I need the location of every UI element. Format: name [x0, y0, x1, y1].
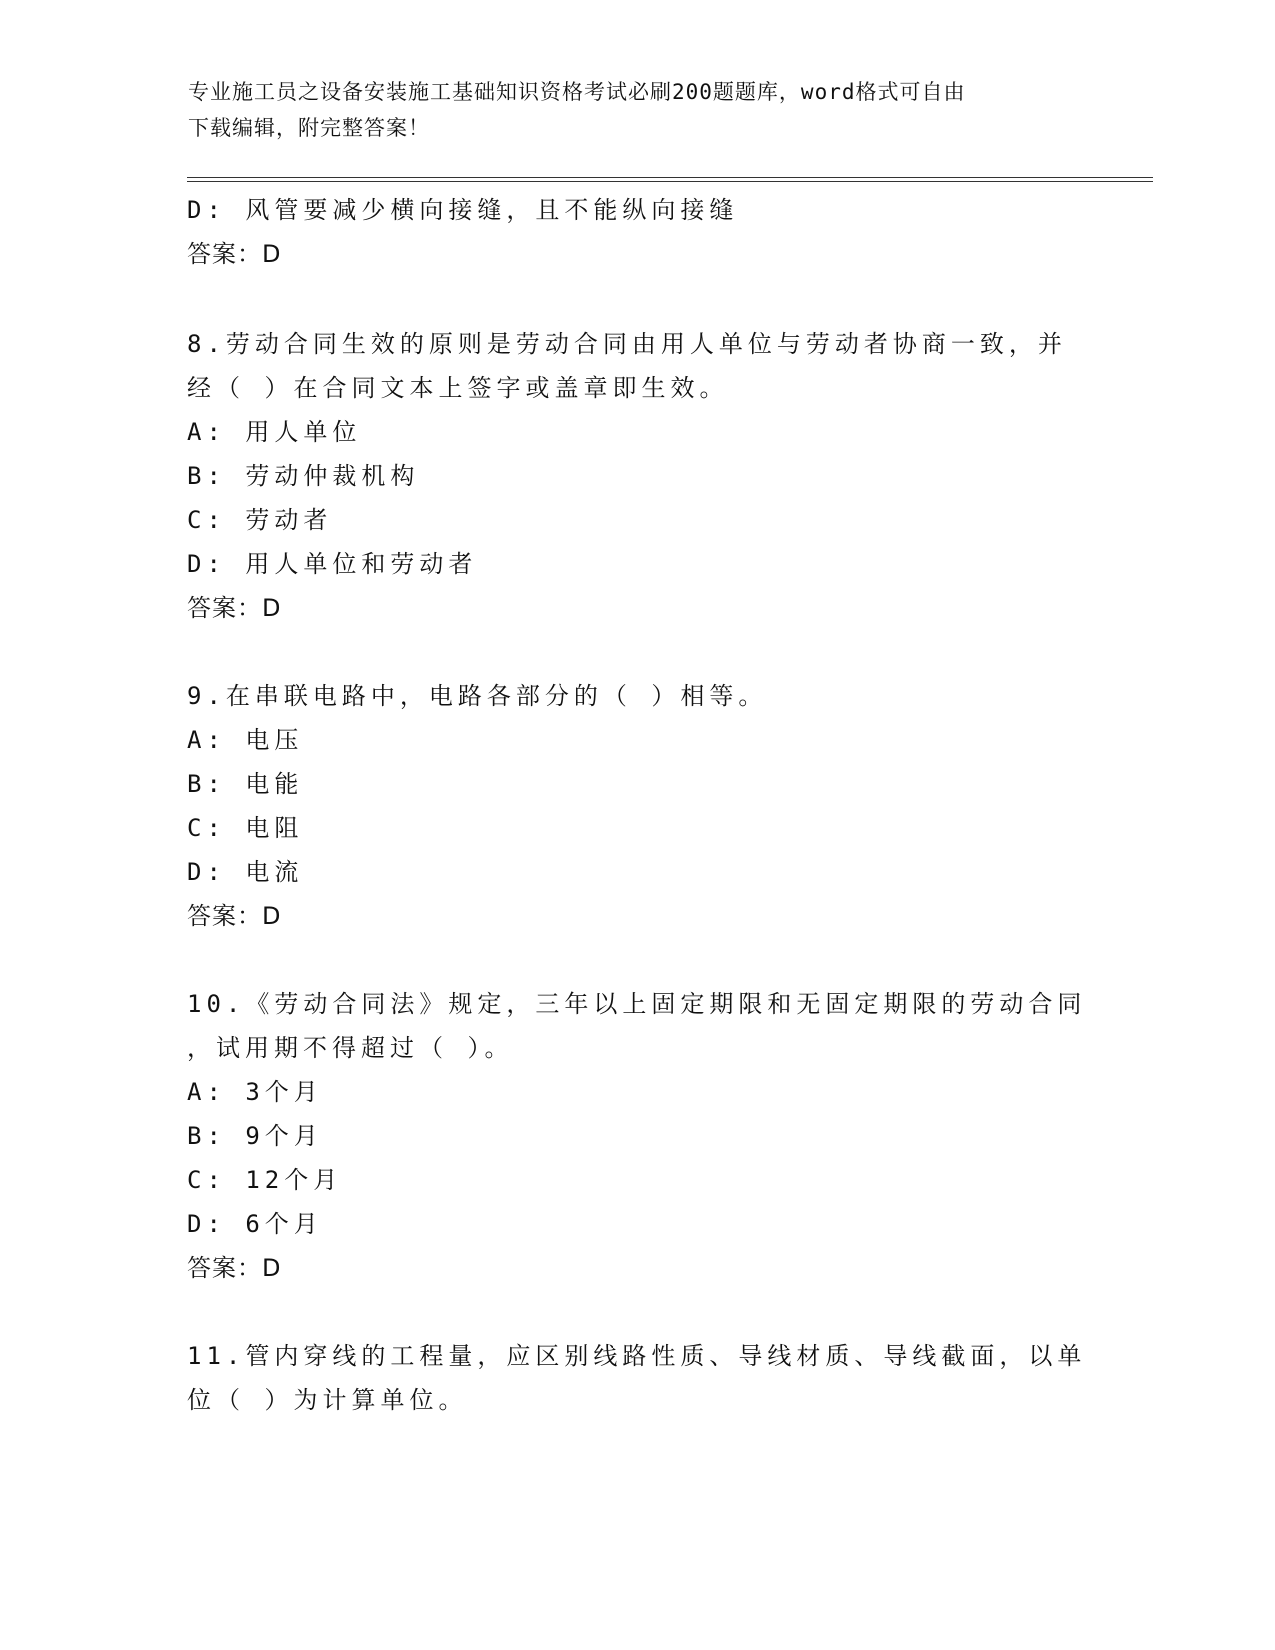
q8-option-a: A: 用人单位: [187, 418, 362, 446]
q8-option-c: C: 劳动者: [187, 506, 333, 534]
q9-option-b: B: 电能: [187, 770, 304, 798]
q9-option-d: D: 电流: [187, 858, 304, 886]
header-line-1: 专业施工员之设备安装施工基础知识资格考试必刷200题题库，word格式可自由: [188, 80, 966, 104]
q8-answer: 答案：D: [187, 594, 282, 622]
q8-stem-line-1: 8.劳动合同生效的原则是劳动合同由用人单位与劳动者协商一致，并: [187, 330, 1067, 358]
prev-answer: 答案：D: [187, 240, 282, 268]
q8-stem-line-2: 经（ ）在合同文本上签字或盖章即生效。: [187, 374, 729, 402]
header-divider-bottom: [187, 181, 1153, 182]
q11-stem-line-1: 11.管内穿线的工程量，应区别线路性质、导线材质、导线截面，以单: [187, 1342, 1087, 1370]
q10-option-d: D: 6个月: [187, 1210, 323, 1238]
header-divider-top: [187, 177, 1153, 178]
q10-option-c: C: 12个月: [187, 1166, 343, 1194]
q9-answer: 答案：D: [187, 902, 282, 930]
header-line-2: 下载编辑，附完整答案！: [188, 116, 430, 140]
q11-stem-line-2: 位（ ）为计算单位。: [187, 1386, 468, 1414]
q10-stem-line-2: ，试用期不得超过（ ）。: [187, 1034, 514, 1062]
q9-option-a: A: 电压: [187, 726, 304, 754]
q10-option-b: B: 9个月: [187, 1122, 323, 1150]
prev-option-d: D: 风管要减少横向接缝，且不能纵向接缝: [187, 196, 739, 224]
document-header: [188, 74, 1068, 146]
q10-answer: 答案：D: [187, 1254, 282, 1282]
q8-option-d: D: 用人单位和劳动者: [187, 550, 478, 578]
q9-option-c: C: 电阻: [187, 814, 304, 842]
q9-stem-line-1: 9.在串联电路中，电路各部分的（ ）相等。: [187, 682, 768, 710]
q10-stem-line-1: 10.《劳动合同法》规定，三年以上固定期限和无固定期限的劳动合同: [187, 990, 1087, 1018]
q10-option-a: A: 3个月: [187, 1078, 323, 1106]
q8-option-b: B: 劳动仲裁机构: [187, 462, 420, 490]
